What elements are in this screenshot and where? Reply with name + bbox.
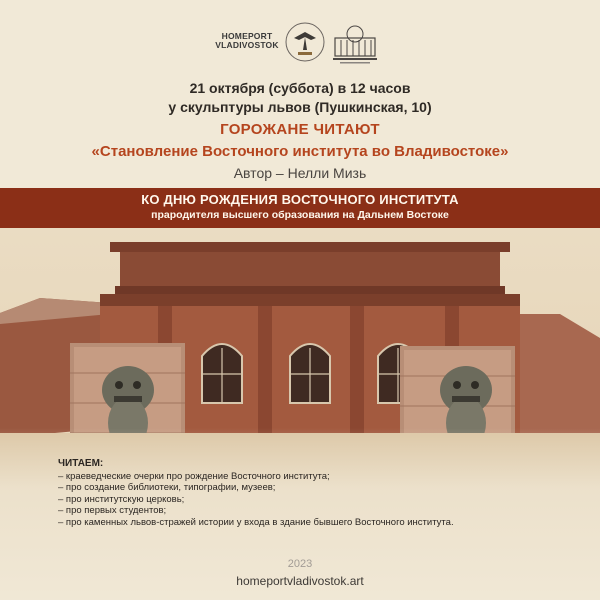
eagle-emblem-icon — [284, 20, 326, 64]
banner-title: КО ДНЮ РОЖДЕНИЯ ВОСТОЧНОГО ИНСТИТУТА — [141, 192, 459, 207]
list-item: – краеведческие очерки про рождение Восточного института; — [58, 470, 330, 482]
website-link[interactable]: homeportvladivostok.art — [236, 574, 364, 588]
event-date: 21 октября (суббота) в 12 часов — [189, 80, 411, 96]
list-item: – про создание библиотеки, типографии, музеев; — [58, 482, 276, 493]
homeport-logo-line1: HOMEPORT — [221, 31, 273, 41]
series-title: ГОРОЖАНЕ ЧИТАЮТ — [220, 121, 380, 138]
event-place: у скульптуры львов (Пушкинская, 10) — [168, 99, 432, 115]
reading-list-title: ЧИТАЕМ: — [58, 458, 104, 469]
banner-subtitle: прародителя высшего образования на Дальнем Востоке — [151, 209, 449, 221]
list-item: – про каменных львов-стражей истории у входа в здание бывшего Восточного института. — [58, 516, 454, 528]
homeport-logo-line2: VLADIVOSTOK — [215, 40, 279, 50]
building-emblem-icon — [330, 22, 380, 66]
list-item: – про первых студентов; — [58, 505, 167, 516]
book-title: «Становление Восточного института во Владивостоке» — [91, 143, 509, 160]
author-line: Автор – Нелли Мизь — [233, 165, 367, 181]
institute-building-illustration — [0, 228, 600, 600]
homeport-logo — [214, 32, 280, 50]
reading-list — [58, 458, 578, 528]
year-label: 2023 — [287, 558, 313, 570]
anniversary-banner — [0, 188, 600, 228]
partner-logos — [0, 20, 600, 64]
list-item: – про институтскую церковь; — [58, 493, 185, 505]
